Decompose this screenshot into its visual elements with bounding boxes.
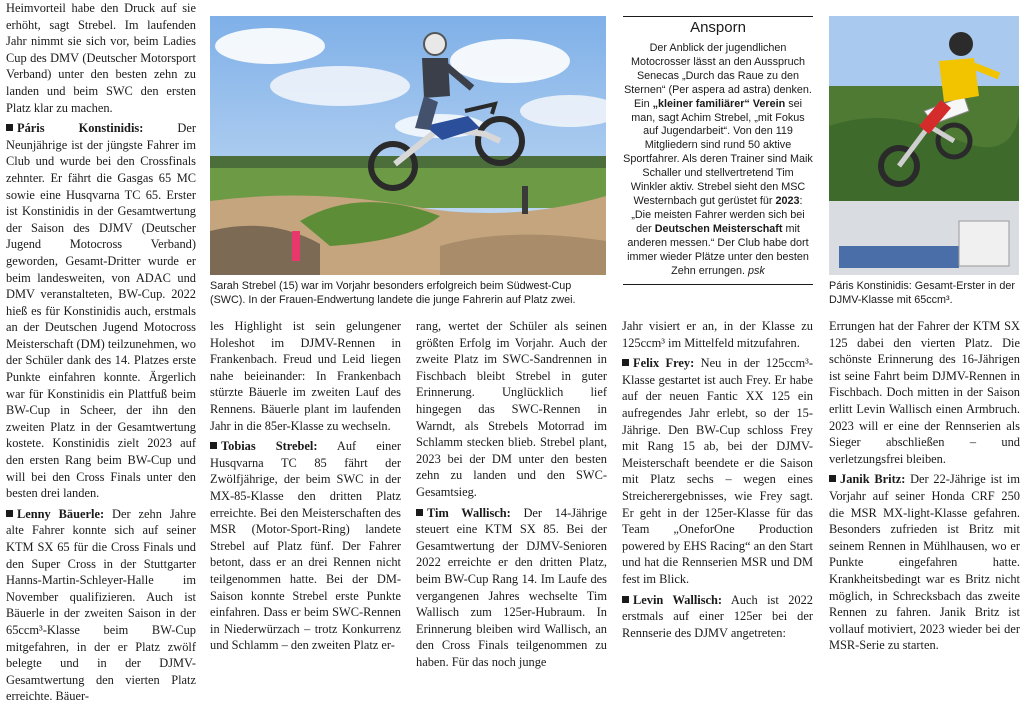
- rider-text-felix: Neu in der 125ccm³-Klasse gestartet ist auch Frey. Er habe auf der neuen Fantic XX 125 ein aufregendes Jahr erlebt, so der 15-Jährige. Den BW-Cup schloss Frey mit Rang 15 ab, bei der DJMV-Meisterschaft beendete er die Saison mit Platz sechs – wegen eines Streicherergebnisses, wie Frey sagt. Er geht in der 125er-Klasse für das Team „OneforOne Production powered by EHS Racing“ an den Start und hat die Rennserien MSR und DM fest im Blick.: [622, 356, 813, 586]
- info-box-ansporn: [623, 16, 813, 285]
- paragraph-levin-cont: Errungen hat der Fahrer der KTM SX 125 dabei den vierten Platz. Die schönste Erinnerung des 16-Jährigen ist seine Fahrt beim DJMV-Rennen in Fischbach. Doch mitten in der Saison erlitt Levin Wallisch einen Armbruch. 2023 will er eine der Rennserien als Sieger abschließen – und verletzungsfrei bleiben.: [829, 319, 1020, 466]
- article-column-2: [210, 318, 401, 654]
- box-paragraph-2: Ein „kleiner familiärer“ Verein sei man, sagt Achim Strebel, „mit Fokus auf Jugendarbeit“. Von den 119 Mitgliedern sind rund 50 aktive Sportfahrer. Als deren Trainer sind Maik Schaller und stellvertretend Tim Winkler aktiv. Strebel sieht den MSC Westernbach gut gerüstet für 2023: „Die meisten Fahrer werden sich bei der Deutschen Meisterschaft mit anderen messen.“ Der Club habe dort immer wieder Plätze unter den besten Zehn errungen. psk: [623, 97, 813, 277]
- bullet-square: [622, 596, 629, 603]
- motocross-jump-photo: [210, 16, 606, 275]
- photo-paris-konstinidis: [829, 16, 1019, 275]
- rider-name-tobias: Tobias Strebel:: [221, 439, 318, 454]
- paragraph-paris: [6, 120, 196, 502]
- caption-paris-konstinidis: Páris Konstinidis: Gesamt-Erster in der DJMV-Klasse mit 65ccm³.: [829, 280, 1016, 306]
- article-column-4: [622, 318, 813, 641]
- box-bottom-rule: [623, 284, 813, 285]
- article-column-3: [416, 318, 607, 670]
- rider-text-paris: Der Neunjährige ist der jüngste Fahrer im Club und wurde bei den Crossfinals zehnter. Er fährt die Gasgas 65 MC sowie eine Husqvarna TC 65. Erster ist Konstinidis in der Gesamtwertung der Saison des DJMV (Deutscher Jugend Motocross Verband) geworden, Gesamt-Dritter wurde er beim landesweiten, von ADAC und DMV veranstalteten, BW-Cup. 2022 hieß es für Konstinidis auch, erstmals an der Deutschen Jugend Motocross Meisterschaft (DM) teilzunehmen, wo der Schüler dank des 14. Platzes erste Punkte einfahren konnte. Ärgerlich war für Konstinidis ein Plattfuß beim BW-Cup in Scheer, der ihn den zweiten Platz in der Gesamtwertung kostete. Konstinidis zielt 2023 auf den ersten Rang beim BW-Cup und will bei den Cross Finals unter den besten drei landen.: [6, 121, 196, 501]
- rider-text-tim: Der 14-Jährige steuert eine KTM SX 85. Bei der Gesamtwertung der DJMV-Senioren 2022 erreichte er den dritten Platz, beim BW-Cup Rang 14. Im Laufe des vergangenen Jahres wechselte Tim Wallisch zum 125er-Hubraum. In Erinnerung bleiben wird Wallisch, an den Cross Finals teilgenommen zu haben. Für das noch junge: [416, 505, 607, 669]
- paragraph-felix: [622, 355, 813, 587]
- bullet-square: [416, 509, 423, 516]
- box-title: Ansporn: [690, 19, 746, 36]
- paragraph-janik: [829, 471, 1020, 654]
- paragraph-lenny-cont: les Highlight ist sein gelungener Holeshot im DJMV-Rennen in Frankenbach. Freud und Leid liegen nahe beieinander: In Frankenbach stürzte Bäuerle im zweiten Lauf des Rennens. Bäuerle plant im laufenden Jahr in die 85er-Klasse zu wechseln.: [210, 319, 401, 433]
- paragraph-levin: [622, 592, 813, 642]
- rider-name-janik: Janik Britz:: [840, 472, 906, 487]
- box-top-rule: [623, 16, 813, 17]
- bullet-square: [6, 510, 13, 517]
- box-paragraph-1: Der Anblick der jugendlichen Motocrosser lässt an den Ausspruch Senecas „Durch das Raue zu den Sternen“ (Per aspera ad astra) denken.: [624, 42, 812, 96]
- rider-name-felix: Felix Frey:: [633, 356, 695, 371]
- author-signature: psk: [745, 264, 765, 277]
- rider-name-paris: Páris Konstinidis:: [17, 121, 144, 136]
- rider-text-tobias: Auf einer Husqvarna TC 85 fährt der Zwölfjährige, der beim SWC in der MX-85-Klasse den dritten Platz erreichte. Bei den Meisterschaften des MSR (Motor-Sport-Ring) landete Strebel auf Platz fünf. Der Fahrer betont, dass er an drei Rennen nicht teilgenommen hatte. Bei der DM-Saison konnte Strebel erste Punkte einfahren. Dass er beim SWC-Rennen in Niederwürzach – trotz Konkurrenz und Schlamm – den zweiten Platz er-: [210, 439, 401, 653]
- bullet-square: [829, 475, 836, 482]
- intro-paragraph: Heimvorteil habe den Druck auf sie erhöht, sagt Strebel. Im laufenden Jahr nimmt sie sich vor, beim Ladies Cup des DMV (Deutscher Motorsport Verband) unter den besten zehn zu landen und beim SWC den ersten Platz klar zu machen.: [6, 1, 196, 115]
- article-column-1: [6, 0, 196, 705]
- bullet-square: [6, 124, 13, 131]
- rider-name-levin: Levin Wallisch:: [633, 592, 723, 607]
- rider-text-levin: Auch ist 2022 erstmals auf einer 125er bei der Rennserie des DJMV angetreten:: [622, 592, 813, 640]
- caption-sarah-strebel: Sarah Strebel (15) war im Vorjahr besonders erfolgreich beim Südwest-Cup (SWC). In der Frauen-Endwertung landete die junge Fahrerin auf Platz zwei.: [210, 280, 576, 306]
- paragraph-tim: [416, 505, 607, 671]
- paragraph-lenny: [6, 506, 196, 705]
- rider-text-lenny: Der zehn Jahre alte Fahrer konnte sich auf seiner KTM SX 65 für die Cross Finals und den Super Cross in der Stuttgarter Hanns-Martin-Schleyer-Halle im November qualifizieren. Auch ist Bäuerle in der zweiten Saison in der 65ccm³-Klasse beim BW-Cup mitgefahren, in der er Platz zwölf belegte und in der DJMV-Gesamtwertung den vierten Platz erreichte. Bäuer-: [6, 506, 196, 704]
- paragraph-tobias-cont: rang, wertet der Schüler als seinen größten Erfolg im Vorjahr. Auch der zweite Platz im SWC-Sandrennen in Fischbach bleibt Strebel in guter Erinnerung. Unglücklich lief hingegen das SWC-Rennen in Warndt, als Strebels Motorrad im Schlamm stecken blieb. Strebel plant, 2023 bei der DM unter den besten zehn zu landen und den SWC-Gesamtsieg.: [416, 319, 607, 499]
- article-column-5: [829, 318, 1020, 654]
- rider-name-tim: Tim Wallisch:: [427, 505, 511, 520]
- photo-sarah-strebel: [210, 16, 606, 275]
- rider-text-janik: Der 22-Jährige ist im Vorjahr auf seiner Honda CRF 250 die MSR MX-light-Klasse gefahren. Besonders zufrieden ist Britz mit seinem Rennen in Mühlhausen, wo er Punkte eingefahren hatte. Krankheitsbedingt war es Britz nicht möglich, in Schrecksbach das zweite Rennen zu fahren. Janik Britz ist vollauf motiviert, 2023 wieder bei der MSR-Serie zu starten.: [829, 472, 1021, 653]
- paragraph-tobias: [210, 438, 401, 654]
- bullet-square: [622, 359, 629, 366]
- rider-name-lenny: Lenny Bäuerle:: [17, 506, 105, 521]
- paragraph-tim-cont: Jahr visiert er an, in der Klasse zu 125ccm³ im Mittelfeld mitzufahren.: [622, 319, 813, 350]
- motocross-rider-photo: [829, 16, 1019, 275]
- bullet-square: [210, 442, 217, 449]
